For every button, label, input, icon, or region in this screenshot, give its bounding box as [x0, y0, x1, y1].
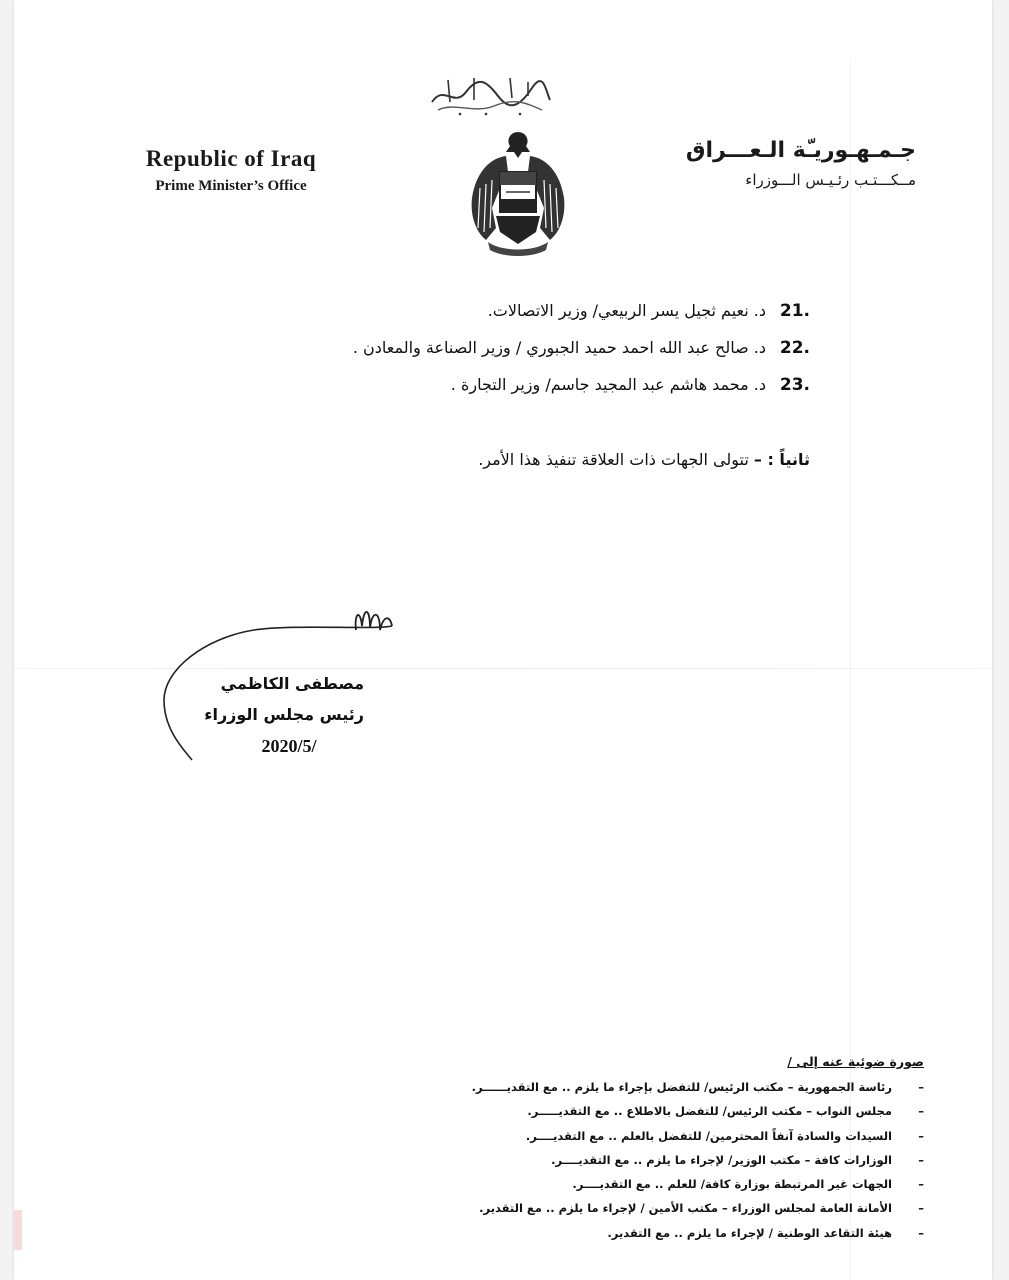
cc-item-text: مجلس النواب – مكتب الرئيس/ للتفضل بالاطلاع .. مع التقديـــــر. — [527, 1104, 892, 1119]
list-item-number: 23. — [779, 375, 810, 395]
list-item-text: د. نعيم ثجيل يسر الربيعي/ وزير الاتصالات. — [487, 301, 766, 320]
list-item-text: د. محمد هاشم عبد المجيد جاسم/ وزير التجارة . — [450, 375, 766, 394]
letterhead-subtitle-ar: مــكـــتـب رئـيـس الـــوزراء — [745, 171, 916, 189]
second-clause — [314, 450, 810, 469]
list-item-text: د. صالح عبد الله احمد حميد الجبوري / وزير الصناعة والمعادن . — [352, 338, 766, 357]
cc-item-text: رئاسة الجمهورية – مكتب الرئيس/ للتفضل بإجراء ما يلزم .. مع التقديــــــر. — [471, 1080, 892, 1094]
cc-item-text: السيدات والسادة آنفاً المحترمين/ للتفضل بالعلم .. مع التقديــــر. — [525, 1128, 892, 1143]
second-clause-label: ثانياً : – — [753, 450, 810, 469]
signer-date: 2020/5/ — [261, 736, 317, 756]
list-item: – هيئة التقاعد الوطنية / لإجراء ما يلزم .. مع التقدير. — [474, 1223, 924, 1247]
cc-item-text: الوزارات كافة – مكتب الوزير/ لإجراء ما يلزم .. مع التقديــــر. — [551, 1152, 892, 1167]
minister-list — [214, 296, 810, 407]
list-item: – مجلس النواب – مكتب الرئيس/ للتفضل بالاطلاع .. مع التقديـــــر. — [474, 1101, 924, 1125]
list-item: – السيدات والسادة آنفاً المحترمين/ للتفضل بالعلم .. مع التقديــــر. — [474, 1126, 924, 1150]
paper-smudge — [14, 1210, 22, 1250]
signer-role: رئيس مجلس الوزراء — [204, 705, 364, 724]
cc-item-text: الأمانة العامة لمجلس الوزراء – مكتب الأمين / لإجراء ما يلزم .. مع التقدير. — [479, 1201, 892, 1216]
list-item-number: 22. — [779, 338, 810, 358]
english-letterhead — [106, 146, 356, 195]
signer-block — [194, 674, 364, 757]
copy-distribution-heading: صورة ضوئية عنه إلى / — [787, 1054, 924, 1069]
letterhead-title-ar: جـمـهـوريـّة الـعـــراق — [685, 138, 916, 163]
list-item-number: 21. — [779, 301, 810, 321]
iraq-eagle-emblem-icon — [466, 128, 570, 258]
list-item: – رئاسة الجمهورية – مكتب الرئيس/ للتفضل بإجراء ما يلزم .. مع التقديــــــر. — [474, 1077, 924, 1101]
basmala-calligraphy — [424, 72, 554, 118]
arabic-letterhead — [654, 138, 916, 189]
document-page — [14, 0, 992, 1280]
list-item: – الجهات غير المرتبطة بوزارة كافة/ للعلم .. مع التقديــــر. — [474, 1174, 924, 1198]
copy-distribution-list — [471, 1054, 924, 1247]
signer-name: مصطفى الكاظمي — [220, 674, 364, 693]
letterhead-subtitle-en: Prime Minister’s Office — [155, 178, 307, 194]
list-item — [214, 333, 810, 370]
letterhead-title-en: Republic of Iraq — [145, 146, 317, 171]
second-clause-text: تتولى الجهات ذات العلاقة تنفيذ هذا الأمر. — [478, 450, 754, 469]
cc-item-text: هيئة التقاعد الوطنية / لإجراء ما يلزم .. مع التقدير. — [607, 1225, 892, 1240]
list-item: – الوزارات كافة – مكتب الوزير/ لإجراء ما يلزم .. مع التقديــــر. — [474, 1150, 924, 1174]
list-item — [214, 370, 810, 407]
list-item — [214, 296, 810, 333]
list-item: – الأمانة العامة لمجلس الوزراء – مكتب الأمين / لإجراء ما يلزم .. مع التقدير. — [474, 1198, 924, 1222]
cc-item-text: الجهات غير المرتبطة بوزارة كافة/ للعلم .. مع التقديــــر. — [572, 1177, 892, 1192]
